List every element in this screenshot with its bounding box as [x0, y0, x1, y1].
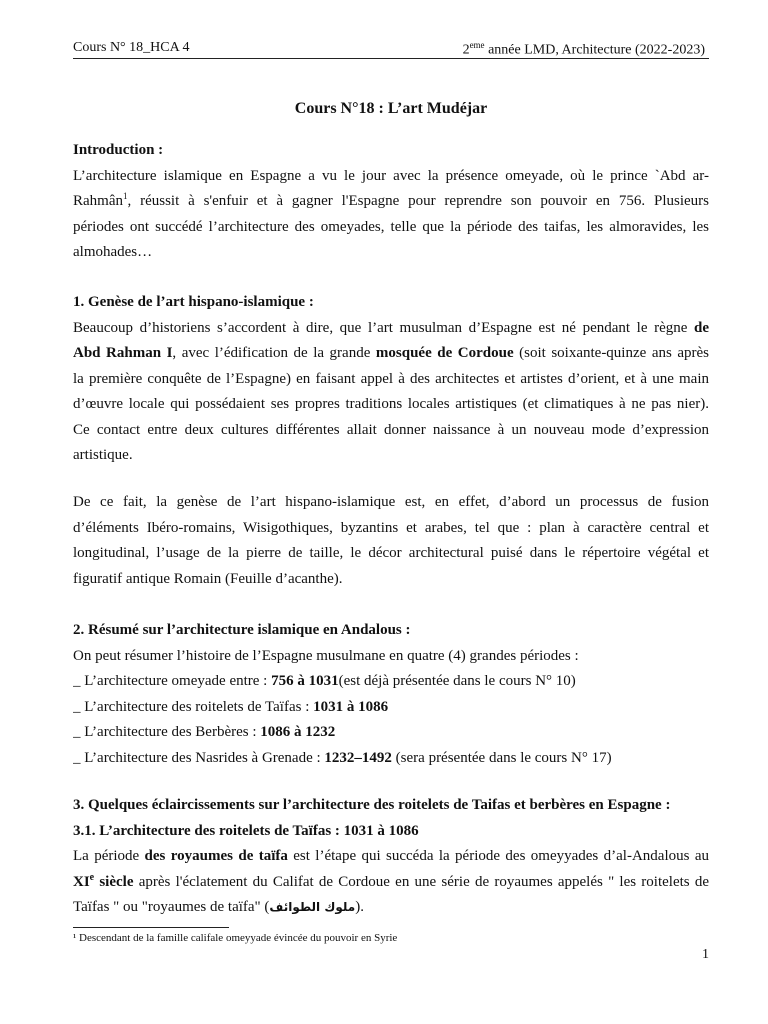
arabic-term: ملوك الطوائف	[269, 900, 356, 914]
section-3-heading: 3. Quelques éclaircissements sur l’architecture des roitelets de Taifas et berbères en Espagne :	[73, 797, 671, 813]
period-item: _ L’architecture omeyade entre : 756 à 1031(est déjà présentée dans le cours N° 10)	[73, 673, 576, 689]
s3-line-1: La période des royaumes de taïfa est l’étape qui succéda la période des omeyyades d’al-Andalous au	[73, 848, 709, 864]
s1-line-1: Beaucoup d’historiens s’accordent à dire, que l’art musulman d’Espagne est né pendant le règne de	[73, 319, 709, 336]
footnote-divider	[73, 927, 229, 928]
section-1	[73, 290, 709, 469]
period-item: _ L’architecture des Nasrides à Grenade : 1232–1492 (sera présentée dans le cours N° 17)	[73, 749, 612, 766]
s1-line-4: d’œuvre locale qui possédaient ses propres traditions locales artistiques (et climatiques à ne pas nier).	[73, 396, 709, 412]
intro-line-4: almohades…	[73, 244, 153, 260]
s3-line-3: Taïfas " ou "royaumes de taïfa" (ملوك الطوائف).	[73, 899, 364, 915]
s1-line-5: Ce contact entre deux cultures différentes allait donner naissance à un nouveau mode d’expression	[73, 421, 709, 438]
s1-p2-line-4: figuratif antique Romain (Feuille d’acanthe).	[73, 570, 343, 587]
s1-line-3: la première conquête de l’Espagne) en faisant appel à des architectes et artistes d’orient, et à une main	[73, 370, 709, 387]
s1-p2-line-3: longitudinal, l’usage de la pierre de taille, le décor architectural puisé dans le répertoire végétal et	[73, 545, 709, 561]
intro-section	[73, 138, 709, 266]
intro-line-2: Rahmân$^1$, réussit à s'enfuir et à gagner l'Espagne pour reprendre son pouvoir en 756. Plusieurs	[73, 191, 709, 209]
period-item: _ L’architecture des roitelets de Taïfas : 1031 à 1086	[73, 698, 389, 715]
page-number: 1	[702, 947, 709, 962]
s1-line-2: Abd Rahman I, avec l’édification de la grande mosquée de Cordoue (soit soixante-quinze ans après	[73, 345, 709, 361]
section-2-heading: 2. Résumé sur l’architecture islamique en Andalous :	[73, 622, 411, 638]
section-1-heading: 1. Genèse de l’art hispano-islamique :	[73, 294, 314, 310]
s1-line-6: artistique.	[73, 447, 133, 463]
intro-line-1: L’architecture islamique en Espagne a vu le jour avec la présence omeyade, où le prince `Abd ar-	[73, 167, 709, 184]
section-1-paragraph-2	[73, 490, 709, 592]
section-3-1-heading: 3.1. L’architecture des roitelets de Taïfas : 1031 à 1086	[73, 822, 419, 839]
intro-line-3: périodes ont succédé l’architecture des omeyades, telle que la période des taifas, les almoravides, les	[73, 218, 709, 235]
footnote-ref: 1	[123, 191, 128, 201]
section-2	[73, 618, 709, 771]
header-year: 2eme année LMD, Architecture (2022-2023)	[462, 40, 705, 58]
s3-line-2: XIe siècle après l'éclatement du Califat de Cordoue en une série de royaumes appelés " les roitelets de	[73, 871, 709, 890]
page-header	[73, 40, 709, 59]
footnote: ¹ Descendant de la famille califale omeyyade évincée du pouvoir en Syrie	[73, 932, 398, 944]
s1-p2-line-1: De ce fait, la genèse de l’art hispano-islamique est, en effet, d’abord un processus de fusion	[73, 494, 709, 510]
page-title: Cours N°18 : L’art Mudéjar	[294, 100, 488, 117]
intro-heading: Introduction :	[73, 142, 164, 158]
s2-intro: On peut résumer l’histoire de l’Espagne musulmane en quatre (4) grandes périodes :	[73, 647, 579, 664]
section-3	[73, 793, 709, 921]
s1-p2-line-2: d’éléments Ibéro-romains, Wisigothiques, byzantins et arabes, tel que : plan à caractère central et	[73, 519, 709, 536]
header-course: Cours N° 18_HCA 4	[73, 40, 190, 55]
period-item: _ L’architecture des Berbères : 1086 à 1232	[73, 724, 336, 740]
